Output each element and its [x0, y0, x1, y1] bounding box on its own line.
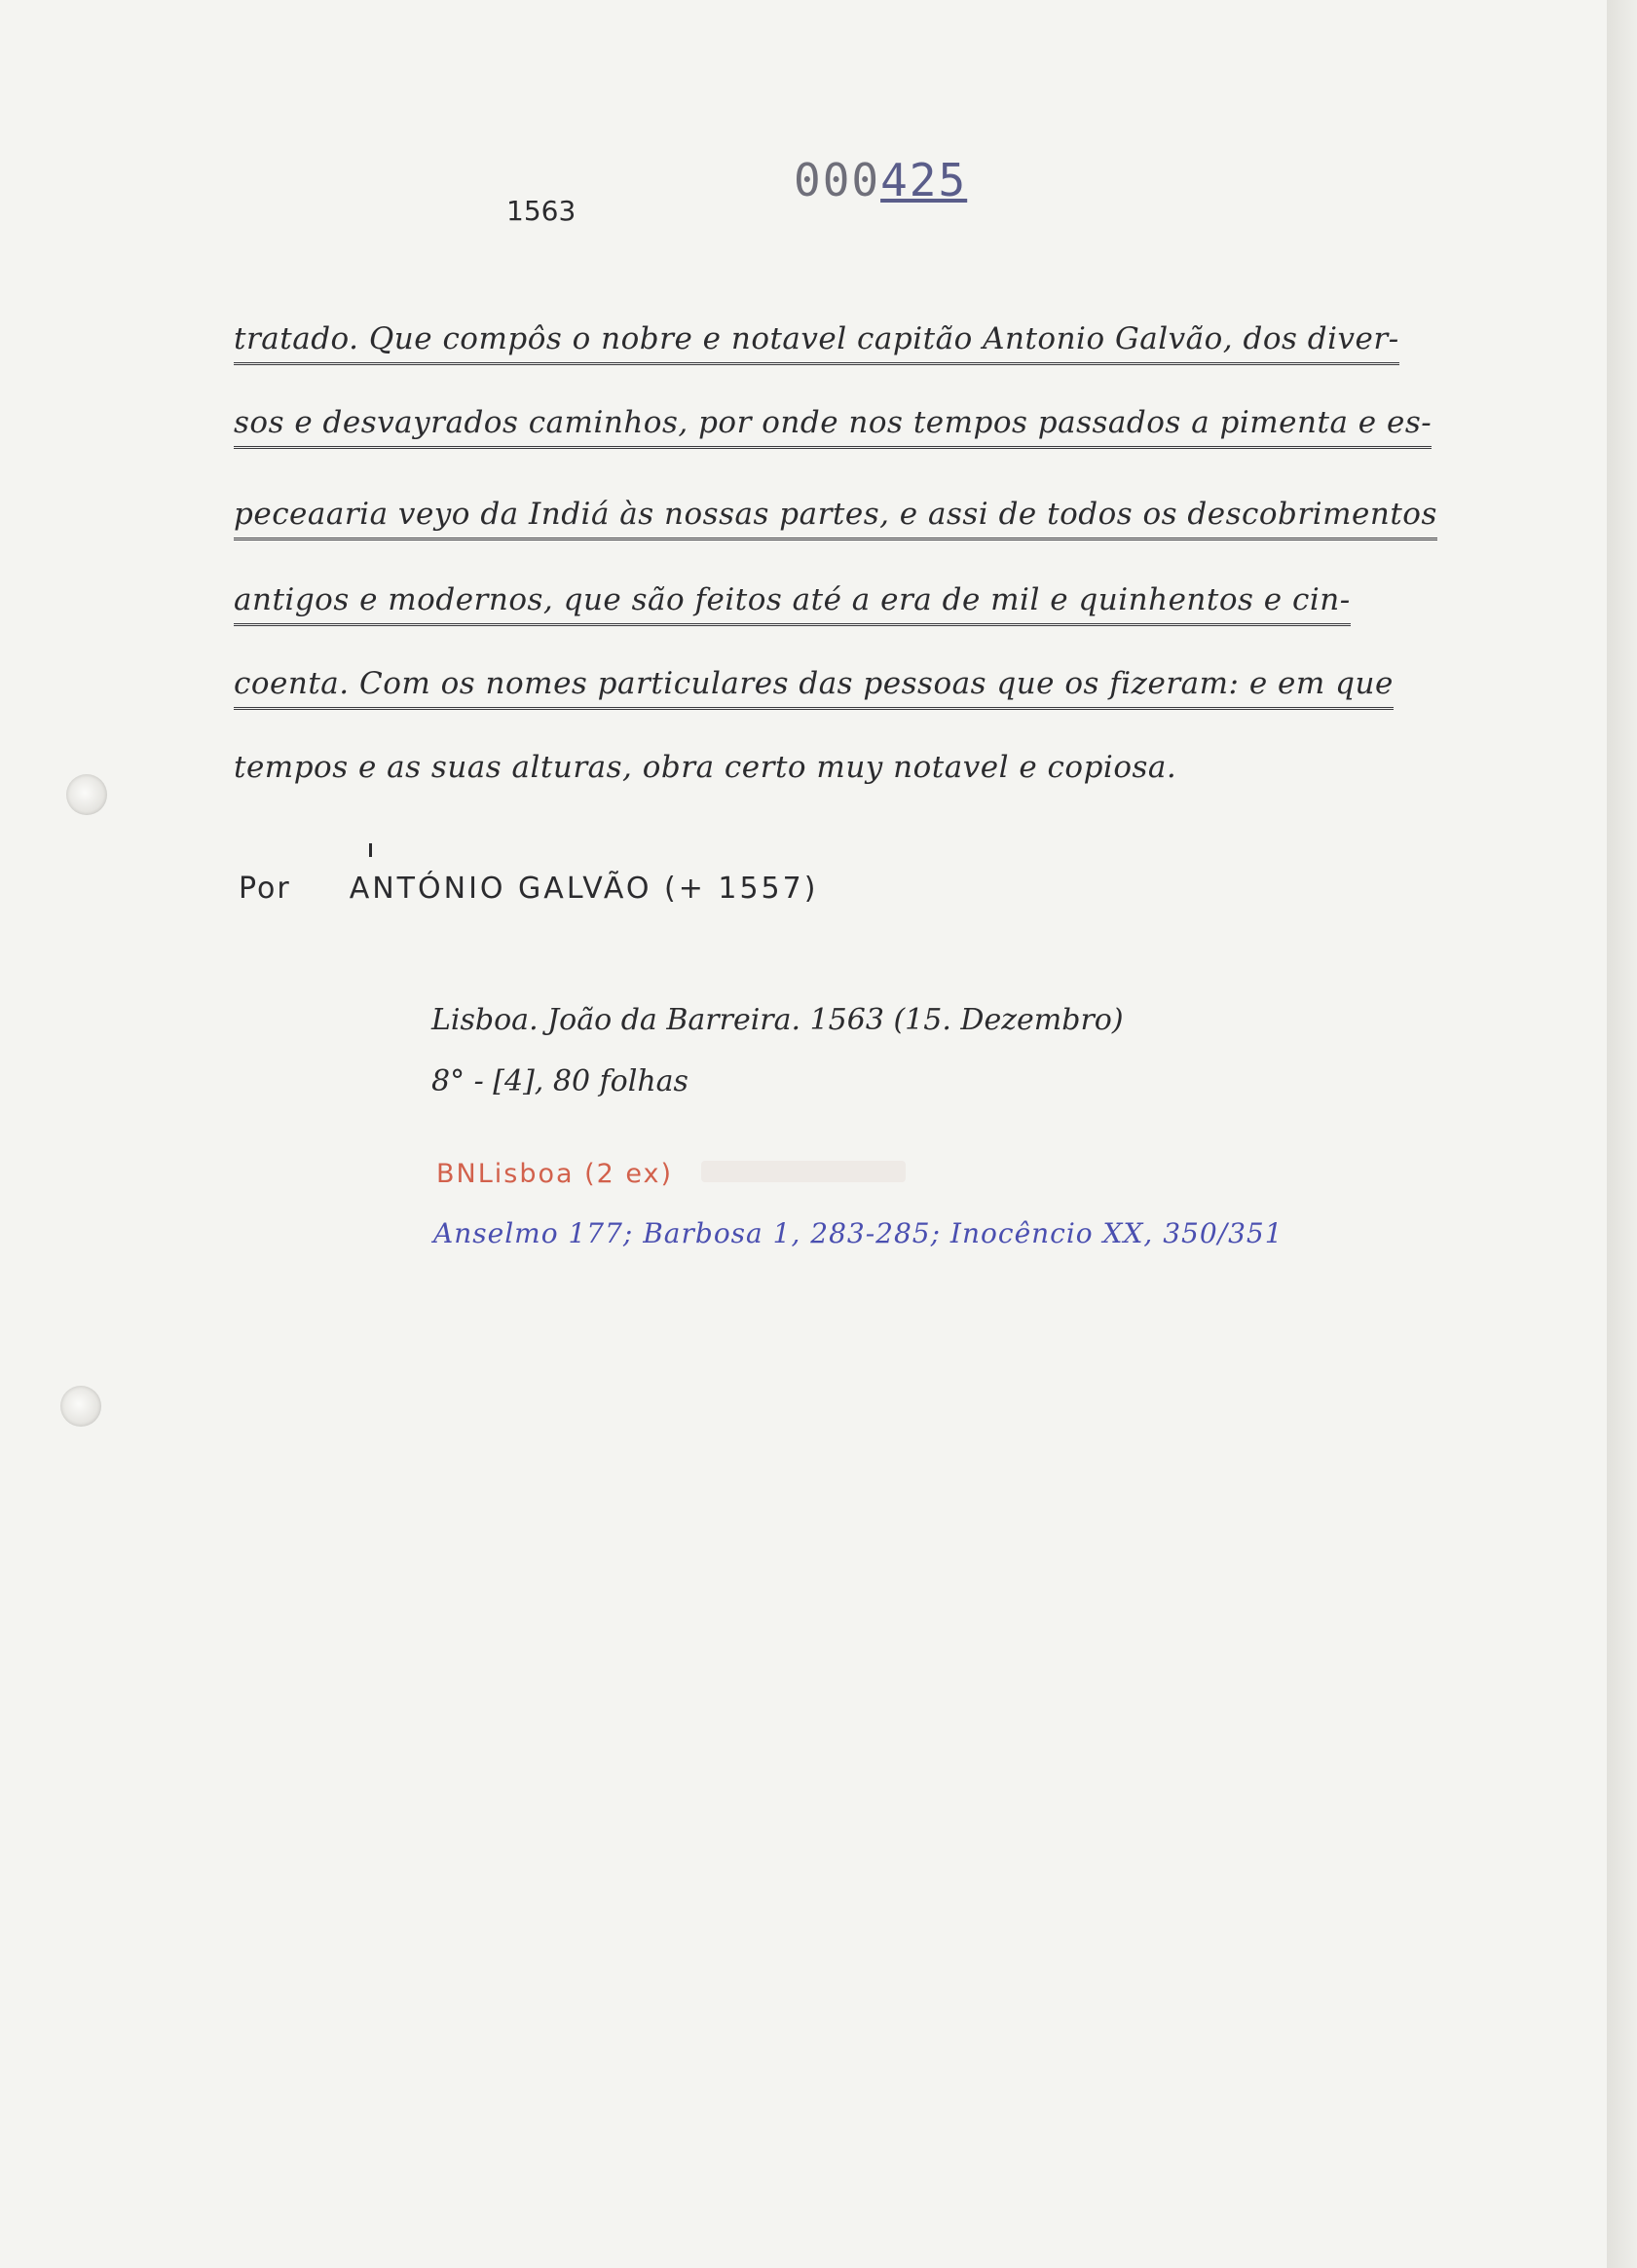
- author-line: [239, 872, 818, 906]
- holding-location: BNLisboa (2 ex): [436, 1159, 674, 1189]
- author-prefix: Por: [239, 872, 291, 906]
- page-edge: [1607, 0, 1637, 2268]
- punch-hole-lower: [60, 1386, 101, 1427]
- title-line-6: tempos e as suas alturas, obra certo muy notavel e copiosa.: [234, 750, 1177, 785]
- stamp-prefix: 000: [794, 154, 881, 206]
- year-heading: 1563: [506, 195, 577, 227]
- title-line-1: tratado. Que compôs o nobre e notavel capitão Antonio Galvão, dos diver-: [234, 321, 1399, 365]
- catalog-stamp-number: [794, 154, 967, 206]
- title-line-2: sos e desvayrados caminhos, por onde nos tempos passados a pimenta e es-: [234, 405, 1432, 449]
- erased-note: [701, 1161, 906, 1182]
- accent-mark: [369, 843, 372, 857]
- title-line-4: antigos e modernos, que são feitos até a era de mil e quinhentos e cin-: [234, 582, 1351, 626]
- imprint-format-collation: 8° - [4], 80 folhas: [431, 1064, 688, 1098]
- punch-hole-upper: [66, 774, 107, 815]
- title-line-3: peceaaria veyo da Indiá às nossas partes, e assi de todos os descobrimentos: [234, 497, 1437, 540]
- title-line-5: coenta. Com os nomes particulares das pessoas que os fizeram: e em que: [234, 666, 1394, 710]
- imprint-place-printer-date: Lisboa. João da Barreira. 1563 (15. Dezembro): [431, 1003, 1124, 1037]
- author-name: ANTÓNIO GALVÃO (+ 1557): [349, 872, 819, 906]
- stamp-number: 425: [880, 154, 968, 206]
- bibliographic-references: Anselmo 177; Barbosa 1, 283-285; Inocêncio XX, 350/351: [433, 1217, 1284, 1249]
